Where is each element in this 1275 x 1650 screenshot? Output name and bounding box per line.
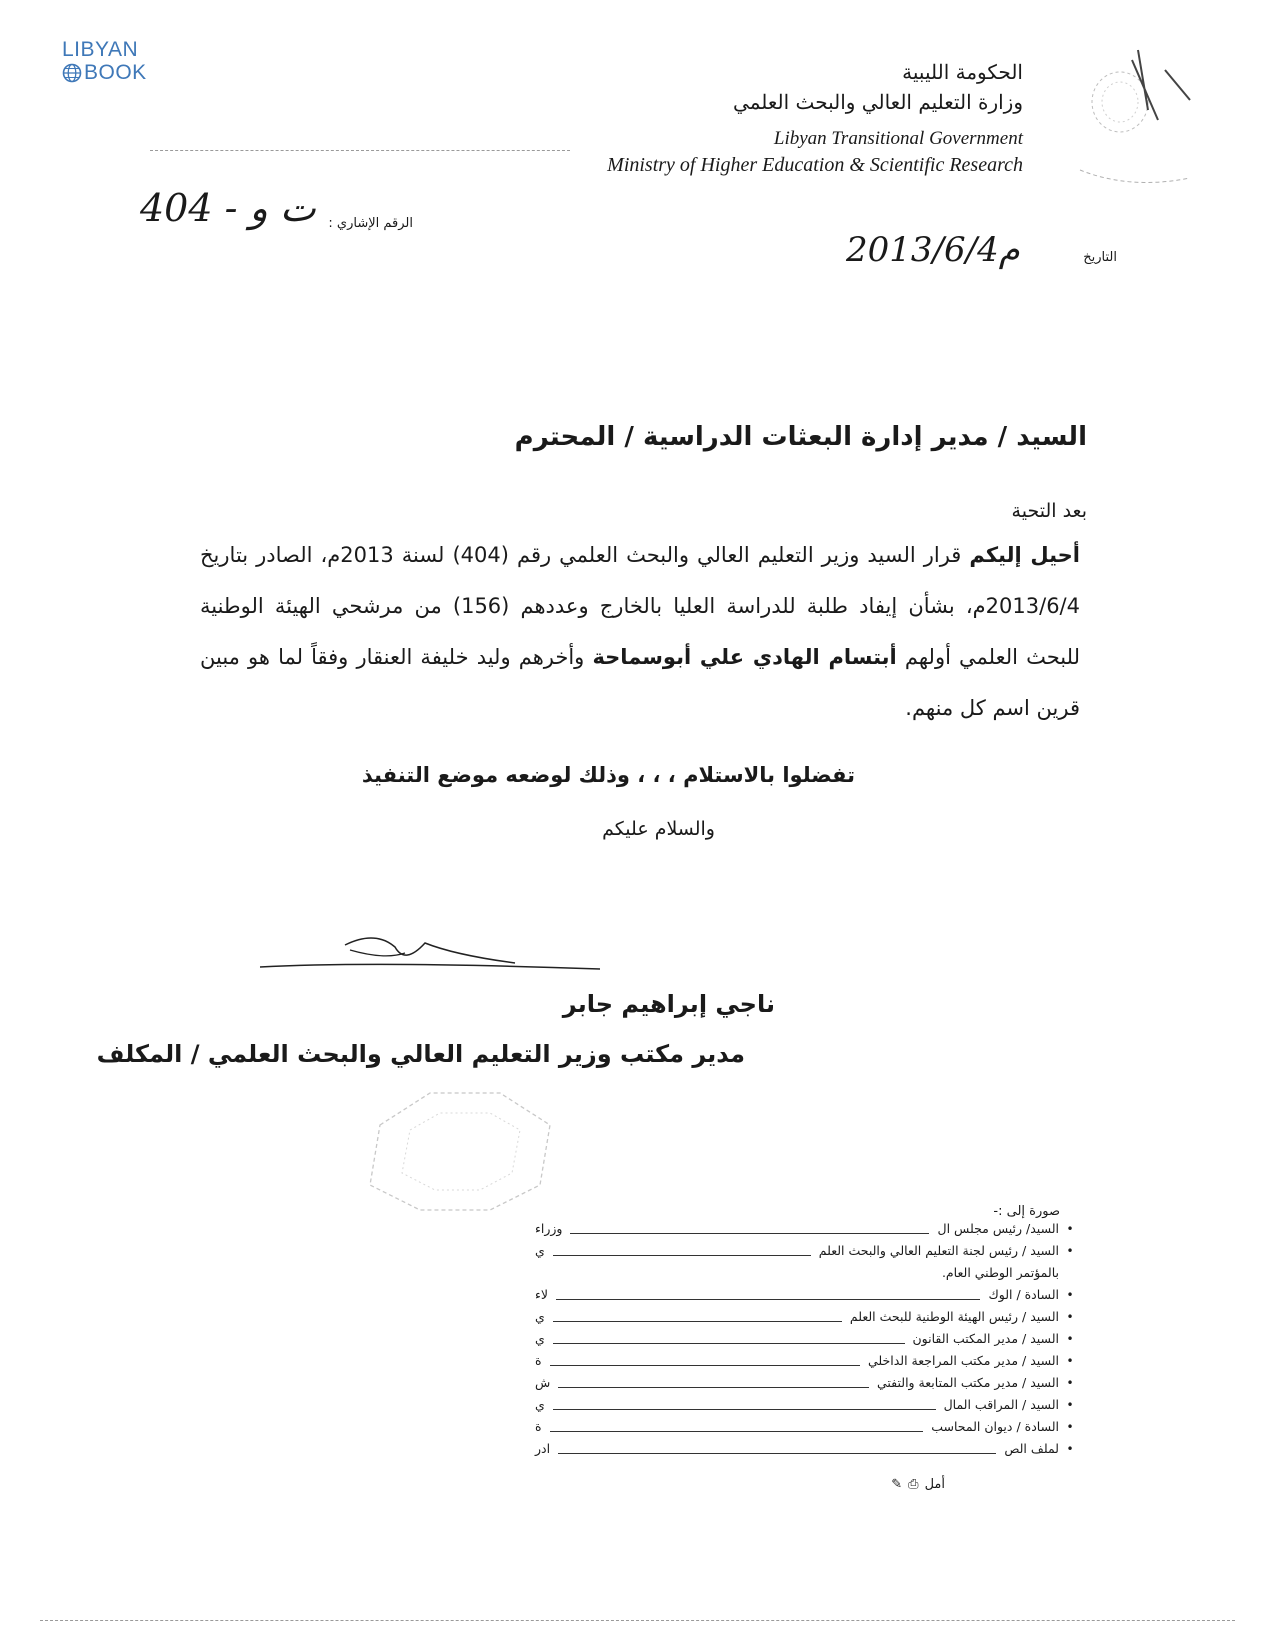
cc-list-item (535, 1218, 1075, 1240)
sender-initials (891, 1477, 945, 1492)
cc-item-end: ي (535, 1243, 545, 1258)
cc-item-end: ش (535, 1375, 551, 1390)
body-first-name: أبتسام الهادي علي أبوسماحة (592, 645, 897, 669)
cc-item-text: السيد / رئيس لجنة التعليم العالي والبحث العلم (818, 1243, 1059, 1258)
scan-edge-line (40, 1620, 1235, 1621)
cc-item-fill-line (558, 1444, 996, 1454)
cc-item-fill-line (553, 1334, 905, 1344)
bullet-icon: • (1066, 1332, 1074, 1346)
letter-body (200, 530, 1080, 734)
official-stamp (340, 1085, 580, 1215)
cc-item-end: ة (535, 1419, 542, 1434)
cc-item-text: بالمؤتمر الوطني العام. (941, 1265, 1059, 1280)
cc-list-item (535, 1394, 1075, 1416)
cc-item-end: ة (535, 1353, 542, 1368)
bullet-icon: • (1066, 1398, 1074, 1412)
cc-item-fill-line (558, 1378, 869, 1388)
addressee-line: السيد / مدير إدارة البعثات الدراسية / المحترم (514, 422, 1087, 452)
cc-item-end: وزراء (535, 1221, 563, 1236)
reference-label: الرقم الإشاري : (328, 216, 413, 231)
cc-item-text: السيد / مدير المكتب القانون (912, 1331, 1059, 1346)
letterhead-government-en: Libyan Transitional Government (773, 128, 1023, 149)
cc-item-fill-line (553, 1246, 811, 1256)
cc-item-end: ي (535, 1397, 545, 1412)
letterhead-ministry-ar: وزارة التعليم العالي والبحث العلمي (733, 90, 1023, 114)
cc-item-fill-line (550, 1422, 924, 1432)
letterhead-ministry-en: Ministry of Higher Education & Scientific Research (607, 154, 1023, 176)
cc-item-text: السيد / المراقب المال (943, 1397, 1059, 1412)
cc-item-fill-line (570, 1224, 929, 1234)
cc-item-text: السيد / مدير مكتب المراجعة الداخلي (867, 1353, 1059, 1368)
cc-list-item (535, 1416, 1075, 1438)
cc-list-item (535, 1328, 1075, 1350)
cc-list-item (535, 1372, 1075, 1394)
bullet-icon: • (1066, 1244, 1074, 1258)
cc-item-fill-line (553, 1312, 842, 1322)
cc-item-text: السيد / مدير مكتب المتابعة والتفتي (876, 1375, 1059, 1390)
signatory-name: ناجي إبراهيم جابر (562, 990, 775, 1018)
body-text-1: قرار السيد وزير التعليم العالي والبحث العلمي رقم (404) لسنة 2013م، الصادر بتاريخ 2013/6/4م، بشأن إيفاد طلبة للدراسة العليا بالخارج وعددهم (156) من مرشحي الهيئة الوطنية للبحث العلمي أولهم (200, 543, 1080, 669)
letterhead-divider (150, 150, 570, 151)
letterhead-government-ar: الحكومة الليبية (902, 60, 1023, 84)
cc-list-item (535, 1438, 1075, 1460)
date-label: التاريخ (1083, 250, 1117, 265)
cc-list-item (535, 1240, 1075, 1262)
watermark-line2: BOOK (84, 61, 147, 84)
bullet-icon: • (1066, 1420, 1074, 1434)
body-text-2: وأخرهم وليد خليفة العنقار وفقاً لما هو مبين قرين اسم كل منهم. (200, 645, 1080, 720)
sender-name: أمل (924, 1477, 945, 1492)
closing-salutation: والسلام عليكم (602, 818, 715, 840)
cc-item-end: ي (535, 1309, 545, 1324)
cc-list-item (535, 1284, 1075, 1306)
cc-list-item (535, 1262, 1075, 1284)
cc-item-text: السادة / الوك (988, 1287, 1059, 1302)
cc-item-fill-line (556, 1290, 980, 1300)
date-value: 2013/6/4م (846, 230, 1020, 270)
body-lead: أحيل إليكم (969, 543, 1080, 567)
cc-heading: صورة إلى :- (993, 1204, 1060, 1219)
cc-item-fill-line (553, 1400, 936, 1410)
globe-icon (62, 63, 82, 83)
cc-item-end: ادر (535, 1441, 551, 1456)
reference-number: 404 - ت و (140, 186, 316, 230)
bullet-icon: • (1066, 1310, 1074, 1324)
cc-item-text: السيد/ رئيس مجلس ال (937, 1221, 1059, 1236)
watermark-line1: LIBYAN (62, 38, 139, 61)
cc-item-text: السادة / ديوان المحاسب (931, 1419, 1059, 1434)
cc-item-end: لاء (535, 1287, 549, 1302)
cc-item-fill-line (550, 1356, 860, 1366)
watermark-logo (62, 38, 147, 84)
signatory-title: مدير مكتب وزير التعليم العالي والبحث العلمي / المكلف (96, 1040, 745, 1068)
greeting: بعد التحية (1011, 500, 1087, 522)
cc-item-text: السيد / رئيس الهيئة الوطنية للبحث العلم (849, 1309, 1059, 1324)
cc-list (535, 1218, 1075, 1460)
cc-item-text: لملف الص (1004, 1441, 1059, 1456)
bullet-icon: • (1066, 1376, 1074, 1390)
closing-instruction: تفضلوا بالاستلام ، ، ، وذلك لوضعه موضع التنفيذ (361, 763, 855, 787)
cc-item-end: ي (535, 1331, 545, 1346)
handwritten-signature (255, 925, 605, 980)
cc-list-item (535, 1306, 1075, 1328)
cc-list-item (535, 1350, 1075, 1372)
emblem-seal-icon (1070, 40, 1210, 200)
bullet-icon: • (1066, 1442, 1074, 1456)
printer-icon: ⎙ (908, 1477, 919, 1492)
bullet-icon: • (1066, 1354, 1074, 1368)
bullet-icon: • (1066, 1222, 1074, 1236)
pen-icon: ✎ (891, 1477, 903, 1492)
bullet-icon: • (1066, 1288, 1074, 1302)
